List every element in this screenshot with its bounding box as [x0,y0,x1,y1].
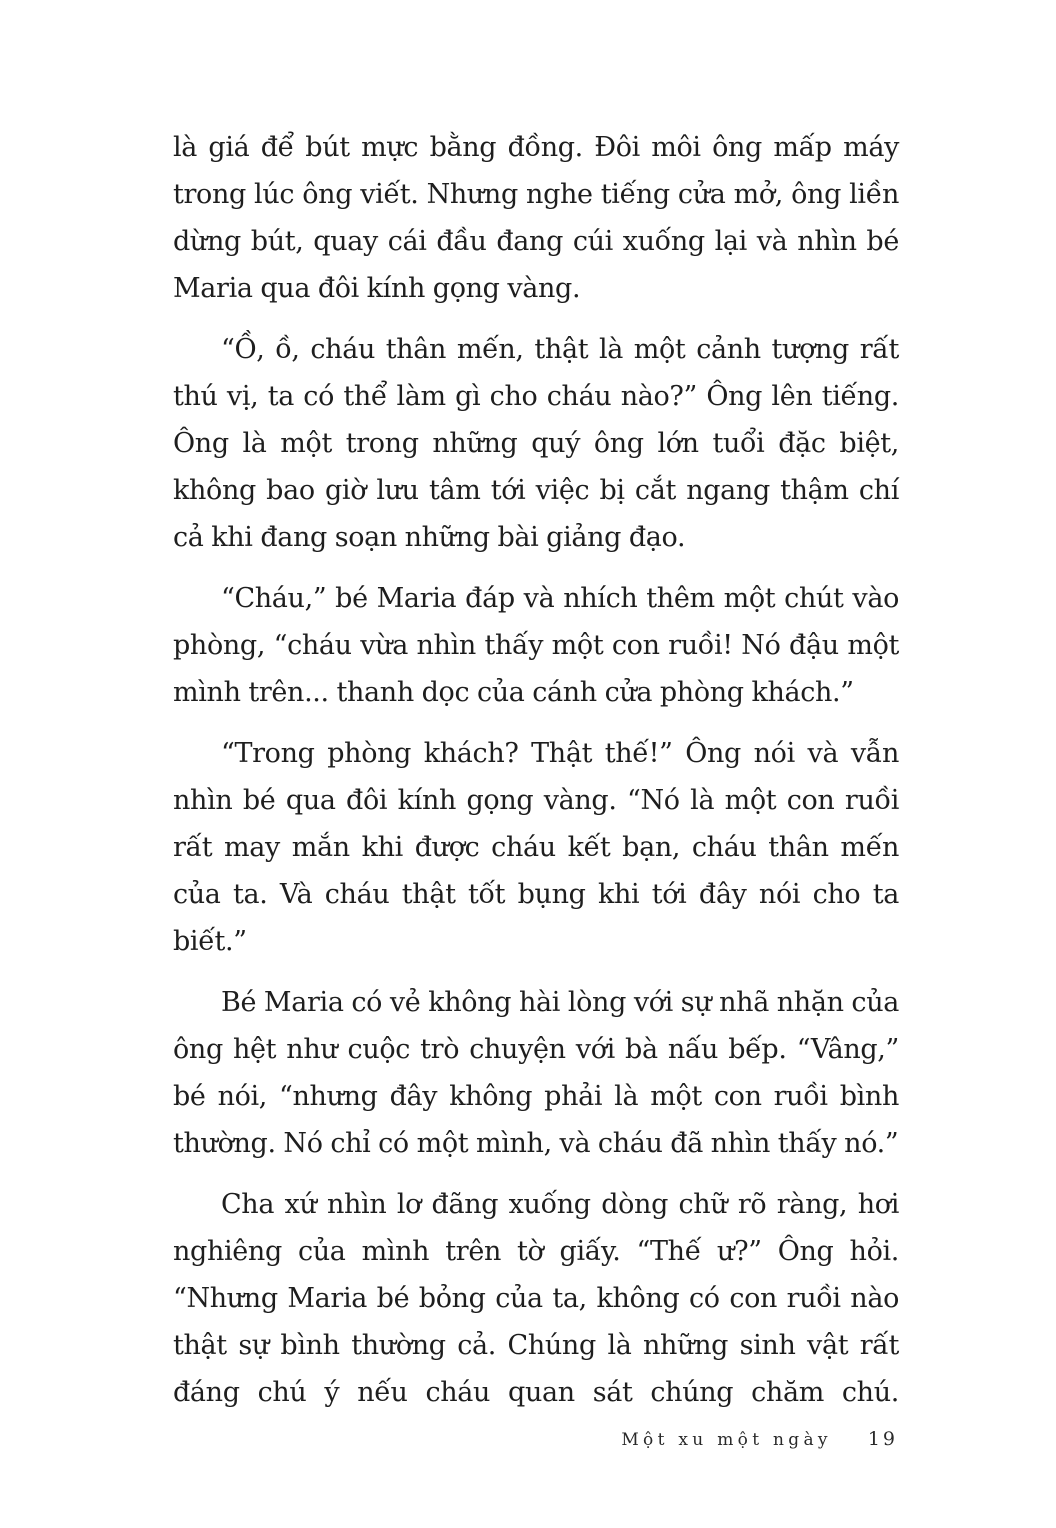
paragraph-maria-displeased: Bé Maria có vẻ không hài lòng với sự nhã nhặn của ông hệt như cuộc trò chuyện với bà nấu bếp. “Vâng,” bé nói, “nhưng đây không phải là một con ruồi bình thường. Nó chỉ có một mình, và cháu đã nhìn thấy nó.” [173,987,899,1159]
paragraph-dialogue-vicar-reply: “Trong phòng khách? Thật thế!” Ông nói và vẫn nhìn bé qua đôi kính gọng vàng. “Nó là một con ruồi rất may mắn khi được cháu kết bạn, cháu thân mến của ta. Và cháu thật tốt bụng khi tới đây nói cho ta biết.” [173,738,899,957]
paragraph-vicar-ordinary-fly: Cha xứ nhìn lơ đãng xuống dòng chữ rõ ràng, hơi nghiêng của mình trên tờ giấy. “Thế ư?” Ông hỏi. “Nhưng Maria bé bỏng của ta, không có con ruồi nào thật sự bình thường cả. Chúng là những sinh vật rất đáng chú ý nếu cháu quan sát chúng chăm chú. [173,1189,899,1408]
body-text [173,124,899,1416]
running-title: Một xu một ngày [621,1430,832,1450]
page-footer [621,1428,898,1450]
paragraph-continuation: là giá để bút mực bằng đồng. Đôi môi ông mấp máy trong lúc ông viết. Nhưng nghe tiếng cửa mở, ông liền dừng bút, quay cái đầu đang cúi xuống lại và nhìn bé Maria qua đôi kính gọng vàng. [173,132,899,304]
page-number: 19 [867,1428,898,1450]
paragraph-dialogue-maria-fly: “Cháu,” bé Maria đáp và nhích thêm một chút vào phòng, “cháu vừa nhìn thấy một con ruồi! Nó đậu một mình trên... thanh dọc của cánh cửa phòng khách.” [173,583,899,708]
paragraph-dialogue-vicar-greeting: “Ồ, ồ, cháu thân mến, thật là một cảnh tượng rất thú vị, ta có thể làm gì cho cháu nào?” Ông lên tiếng. Ông là một trong những quý ông lớn tuổi đặc biệt, không bao giờ lưu tâm tới việc bị cắt ngang thậm chí cả khi đang soạn những bài giảng đạo. [173,334,899,553]
